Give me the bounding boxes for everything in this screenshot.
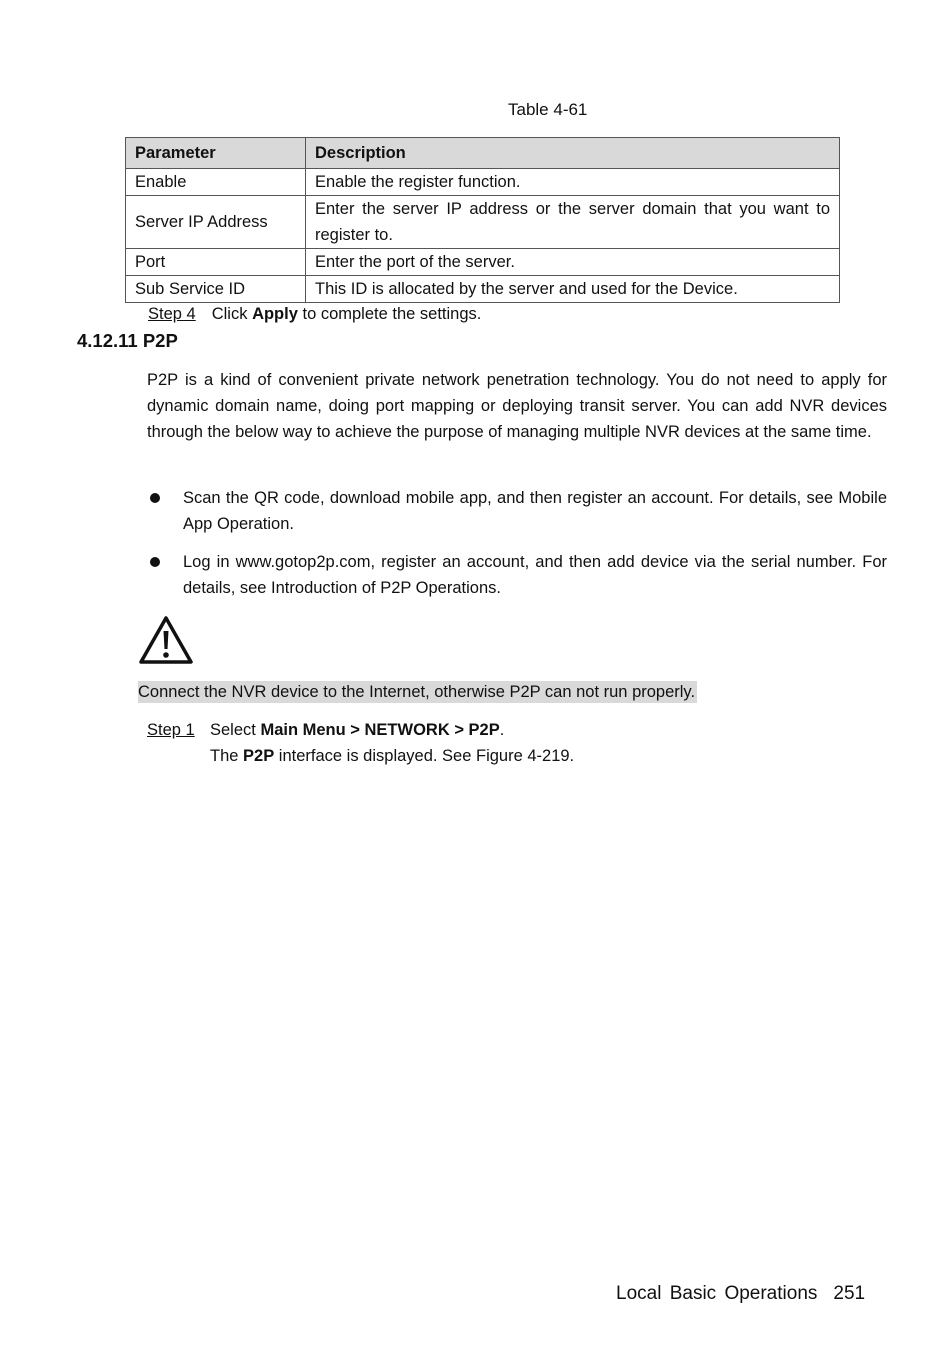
step-text-pre: Click xyxy=(211,305,253,323)
step-1 xyxy=(147,717,575,765)
step-text-post: to complete the settings. xyxy=(297,305,482,323)
bullet-icon xyxy=(150,493,160,503)
warning-note: Connect the NVR device to the Internet, otherwise P2P can not run properly. xyxy=(138,683,696,701)
list-item-text: Log in www.gotop2p.com, register an account, and then add device via the serial number. For details, see Introduction of P2P Operations. xyxy=(183,553,887,597)
table-cell: Server IP Address xyxy=(126,196,306,249)
parameter-table xyxy=(125,137,840,303)
table-row xyxy=(126,169,840,196)
step-text xyxy=(210,717,504,743)
intro-paragraph: P2P is a kind of convenient private network penetration technology. You do not need to apply for dynamic domain name, doing port mapping or deploying transit server. You can add NVR devices through the below way to achieve the purpose of managing multiple NVR devices at the same time. xyxy=(147,371,887,441)
table-cell: Port xyxy=(126,249,306,276)
page-number: 251 xyxy=(833,1283,866,1304)
list-item xyxy=(150,549,887,601)
footer-section: Local Basic Operations xyxy=(616,1283,818,1304)
table-cell: Enable xyxy=(126,169,306,196)
step-text-pre: Select xyxy=(210,721,261,739)
step-text-bold: Apply xyxy=(252,305,298,323)
step-label: Step 4 xyxy=(148,305,196,323)
table-row xyxy=(126,196,840,249)
warning-icon xyxy=(138,615,194,665)
step-label: Step 1 xyxy=(147,721,195,739)
result-text-pre: The xyxy=(210,747,244,765)
table-cell: Enable the register function. xyxy=(306,169,840,196)
table-cell: Enter the server IP address or the server domain that you want to register to. xyxy=(306,196,840,249)
step-4 xyxy=(148,305,481,324)
table-cell: This ID is allocated by the server and used for the Device. xyxy=(306,276,840,303)
table-header-row xyxy=(126,138,840,169)
table-row xyxy=(126,276,840,303)
table-caption: Table 4-61 xyxy=(508,100,588,119)
table-cell: Sub Service ID xyxy=(126,276,306,303)
section-title: 4.12.11 P2P xyxy=(77,330,178,351)
step-text-post: . xyxy=(499,721,505,739)
table-row xyxy=(126,249,840,276)
table-cell: Enter the port of the server. xyxy=(306,249,840,276)
header-parameter: Parameter xyxy=(126,138,306,169)
result-text-post: interface is displayed. See Figure 4-219. xyxy=(274,747,575,765)
step-text-bold: Main Menu > NETWORK > P2P xyxy=(260,721,500,739)
header-description: Description xyxy=(306,138,840,169)
page-footer xyxy=(616,1283,865,1305)
result-text-bold: P2P xyxy=(243,747,275,765)
list-item xyxy=(150,485,887,537)
step-text xyxy=(212,305,482,323)
bullet-icon xyxy=(150,557,160,567)
list-item-text: Scan the QR code, download mobile app, and then register an account. For details, see Mobile App Operation. xyxy=(183,489,887,533)
step-result-text xyxy=(210,743,574,769)
